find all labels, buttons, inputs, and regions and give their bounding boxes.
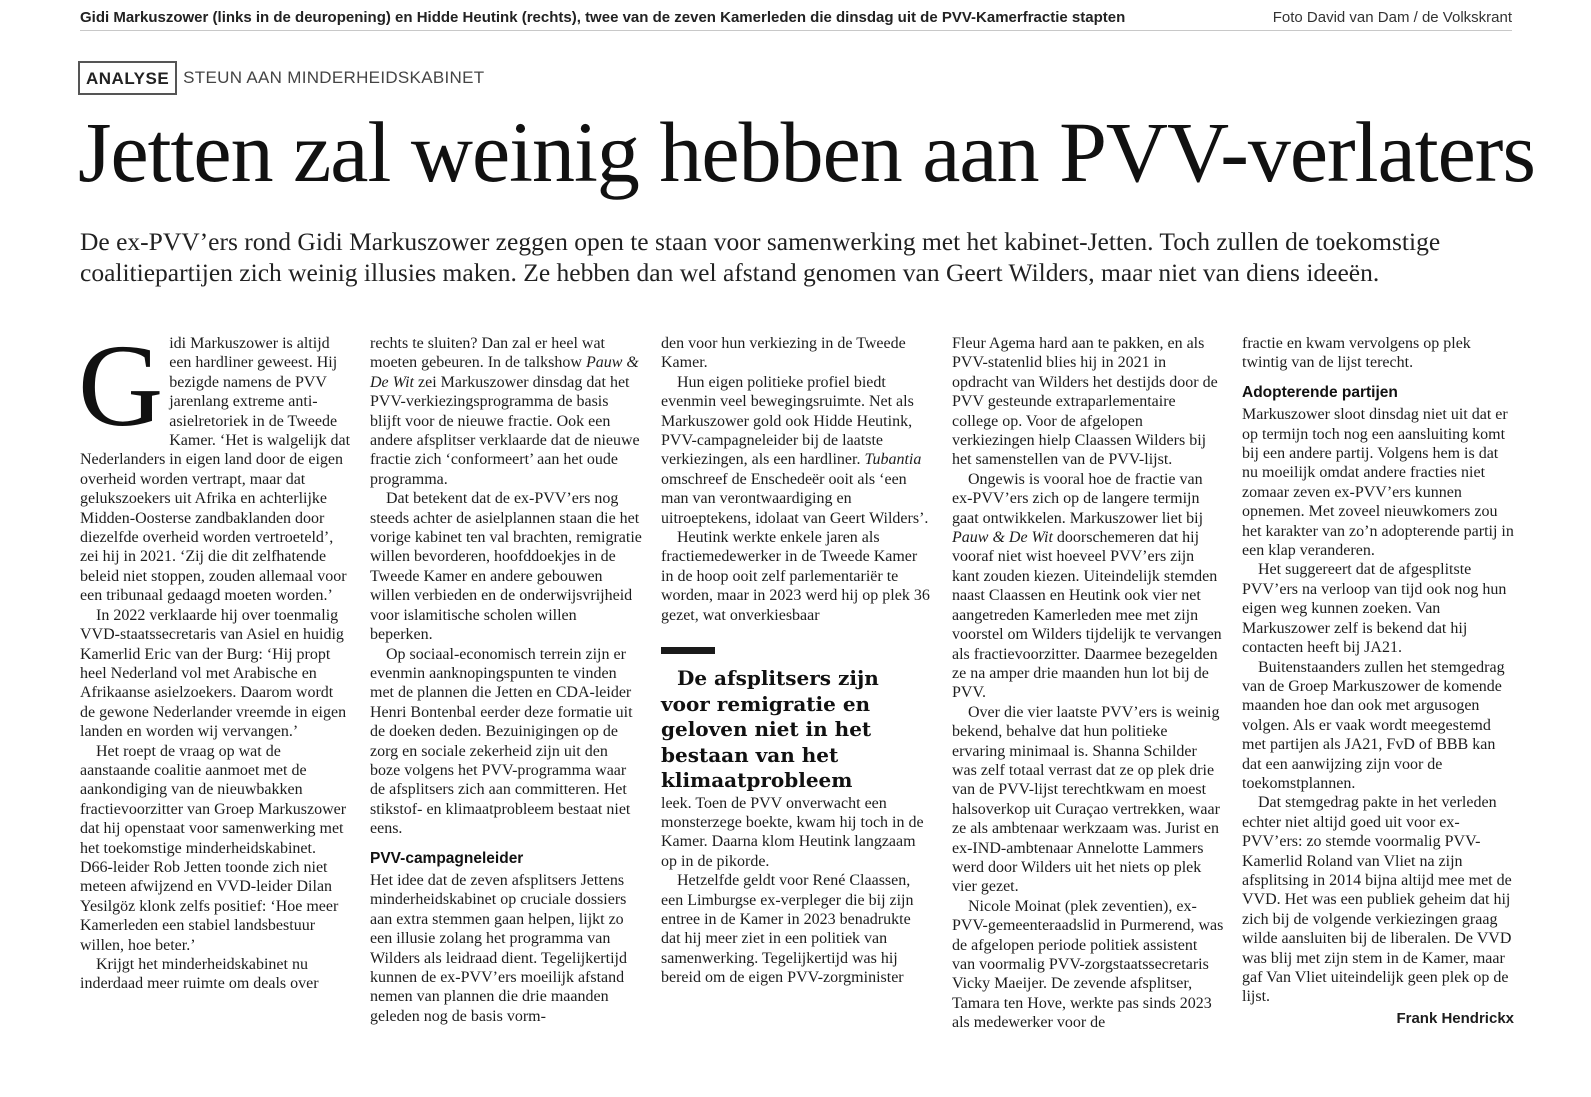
- paragraph: Het suggereert dat de afgesplitste PVV’ers na verloop van tijd ook nog hun eigen weg kunnen zoeken. Van Markuszower zelf is bekend dat hij contacten heeft bij JA21.: [1242, 561, 1507, 657]
- pullquote-rule: [661, 647, 715, 654]
- paragraph: leek. Toen de PVV onverwacht een monsterzege boekte, kwam hij toch in de Kamer. Daarna klom Heutink langzaam op in de pikorde.: [661, 794, 924, 870]
- paragraph: Het roept de vraag op wat de aanstaande coalitie aanmoet met de aankondiging van de nieuwbakken fractievoorzitter van Groep Markuszower dat hij openstaat voor samenwerking met het toekomstige minderheidskabinet. D66-leider Rob Jetten toonde zich niet meteen afwijzend en VVD-leider Dilan Yesilgöz klonk zelfs positief: ‘Hoe meer Kamerleden een stabiel landsbestuur willen, hoe beter.’: [80, 742, 347, 954]
- text-run: doorschemeren dat hij vooraf niet wist hoeveel PVV’ers zijn kant zouden kiezen. Uiteindelijk stemden naast Claassen en Heutink ook vier net aangetreden Kamerleden mee met zijn voorstel om Wilders tijdelijk te vervangen als fractievoorzitter. Daarmee bezegelden ze na amper drie maanden hun lot bij de PVV.: [952, 529, 1222, 702]
- paragraph: den voor hun verkiezing in de Tweede Kamer.: [661, 335, 906, 372]
- article-headline: Jetten zal weinig hebben aan PVV-verlaters: [78, 104, 1535, 200]
- paragraph: Dat betekent dat de ex-PVV’ers nog steeds achter de asielplannen staan die het vorige kabinet ten val brachten, remigratie willen bevorderen, hoofddoekjes in de Tweede Kamer en andere gebouwen willen verbieden en de onderwijsvrijheid voor islamitische scholen willen beperken.: [370, 490, 642, 644]
- paragraph: [952, 470, 1224, 703]
- text-run: zei Markuszower dinsdag dat het PVV-verkiezingsprogramma de basis blijft voor de nieuwe fractie. Ook een andere afsplitser verklaarde dat de nieuwe fractie zich ‘conformeert’ aan het oude programma.: [370, 373, 640, 488]
- article-column-4: [952, 334, 1224, 1033]
- newspaper-title: Tubantia: [864, 451, 922, 469]
- paragraph: Hetzelfde geldt voor René Claassen, een Limburgse ex-verpleger die bij zijn entree in de Kamer in 2023 benadrukte dat hij meer ziet in een politiek van samenwerking. Tegelijkertijd was hij bereid om de eigen PVV-zorgminister: [661, 872, 914, 987]
- paragraph: Markuszower sloot dinsdag niet uit dat er op termijn toch nog een aansluiting komt bij een andere partij. Volgens hem is dat nu moeilijk omdat andere fracties niet zomaar zeven ex-PVV’ers kunnen opnemen. Met zoveel nieuwkomers zou het karakter van zo’n adopterende partij in een klap veranderen.: [1242, 406, 1514, 560]
- paragraph: Over die vier laatste PVV’ers is weinig bekend, behalve dat hun politieke ervaring minimaal is. Shanna Schilder was zelf totaal verrast dat ze op plek drie van de PVV-lijst terechtkwam en moest halsoverkop uit Curaçao vertrekken, waar ze als ambtenaar werkzaam was. Jurist en ex-IND-ambtenaar Annelotte Lammers werd door Wilders uit het niets op plek vier gezet.: [952, 703, 1220, 896]
- paragraph: Dat stemgedrag pakte in het verleden echter niet altijd goed uit voor ex-PVV’ers: zo stemde voormalig PVV-Kamerlid Roland van Vliet na zijn afsplitsing in 2014 bijna altijd mee met de VVD. Het was een publiek geheim dat hij zich bij de volgende verkiezingen graag wilde aansluiten bij de liberalen. De VVD was blij met zijn stem in de Kamer, maar gaf Van Vliet uiteindelijk geen plek op de lijst.: [1242, 794, 1512, 1006]
- paragraph: fractie en kwam vervolgens op plek twintig van de lijst terecht.: [1242, 335, 1471, 372]
- show-title: Pauw & De Wit: [952, 529, 1053, 547]
- text-run: Ongewis is vooral hoe de fractie van ex-PVV’ers zich op de langere termijn gaat ontwikkelen. Markuszower liet bij: [952, 470, 1204, 527]
- photo-credit: Foto David van Dam / de Volkskrant: [1272, 8, 1512, 26]
- paragraph: Fleur Agema hard aan te pakken, en als PVV-statenlid blies hij in 2021 in opdracht van Wilders het destijds door de PVV gesteunde extraparlementaire college op. Voor de afgelopen verkiezingen hielp Claassen Wilders bij het samenstellen van de PVV-lijst.: [952, 335, 1218, 469]
- paragraph: idi Markuszower is altijd een hardliner geweest. Hij bezigde namens de PVV jarenlang extreme anti-asielretoriek in de Tweede Kamer. ‘Het is walgelijk dat Nederlanders in eigen land door de eigen overheid worden vertrapt, maar dat gelukszoekers uit Afrika en achterlijke Midden-Oosterse zandbaklanden door diezelfde overheid worden vertroeteld’, zei hij in 2021. ‘Zij die dit zelfhatende beleid niet stoppen, zouden allemaal voor een tribunaal gedaagd moeten worden.’: [80, 335, 351, 605]
- paragraph: [661, 373, 933, 528]
- topic-label: STEUN AAN MINDERHEIDSKABINET: [183, 68, 485, 87]
- article-intro: De ex-PVV’ers rond Gidi Markuszower zeggen open te staan voor samenwerking met het kabinet-Jetten. Toch zullen de toekomstige coalitiepartijen zich weinig illusies maken. Ze hebben dan wel afstand genomen van Geert Wilders, maar niet van diens ideeën.: [80, 227, 1441, 287]
- text-run: omschreef de Enschedeër ooit als ‘een man van verontwaardiging en uitroeptekens, idolaat van Geert Wilders’.: [661, 470, 929, 527]
- photo-caption: Gidi Markuszower (links in de deuropening) en Hidde Heutink (rechts), twee van de zeven Kamerleden die dinsdag uit de PVV-Kamerfractie stapten: [80, 8, 1126, 26]
- byline: Frank Hendrickx: [1396, 1009, 1514, 1027]
- subheading: PVV-campagneleider: [370, 849, 524, 867]
- drop-cap: G: [78, 320, 164, 451]
- text-run: Hun eigen politieke profiel biedt evenmin veel bewegingsruimte. Net als Markuszower gold ook Hidde Heutink, PVV-campagneleider bij de laatste verkiezingen, als een hardliner.: [661, 373, 914, 469]
- paragraph: Nicole Moinat (plek zeventien), ex-PVV-gemeenteraadslid in Purmerend, was de afgelopen periode politiek assistent van voormalig PVV-zorgstaatssecretaris Vicky Maeijer. De zevende afsplitser, Tamara ten Hove, werkte pas sinds 2023 als medewerker voor de: [952, 897, 1224, 1032]
- paragraph: Op sociaal-economisch terrein zijn er evenmin aanknopingspunten te vinden met de plannen die Jetten en CDA-leider Henri Bontenbal eerder deze formatie uit de doeken deden. Bezuinigingen op de zorg en sociale zekerheid zijn uit den boze volgens het PVV-programma waar de afsplitsers zich aan committeren. Het stikstof- en klimaatprobleem bestaat niet eens.: [370, 645, 633, 838]
- article-column-3: [661, 334, 933, 988]
- paragraph: In 2022 verklaarde hij over toenmalig VVD-staatssecretaris van Asiel en huidig Kamerlid Eric van der Burg: ‘Hij propt heel Nederland vol met Arabische en Afrikaanse asielzoekers. Daarom wordt de gewone Nederlander vreemde in eigen landen en worden wij vervangen.’: [80, 606, 347, 741]
- kicker: [78, 58, 484, 98]
- text-run: rechts te sluiten? Dan zal er heel wat moeten gebeuren. In de talkshow: [370, 335, 605, 372]
- pullquote-block: [661, 647, 933, 794]
- subheading: Adopterende partijen: [1242, 383, 1398, 401]
- article-column-5: [1242, 334, 1514, 1028]
- paragraph: Krijgt het minderheidskabinet nu inderdaad meer ruimte om deals over: [80, 956, 319, 993]
- show-title: Pauw & De Wit: [370, 354, 639, 391]
- pullquote: De afsplitsers zijn voor remigratie en geloven niet in het bestaan van het klimaatprobleem: [661, 666, 879, 793]
- paragraph: Heutink werkte enkele jaren als fractiemedewerker in de Tweede Kamer in de hoop ooit zelf parlementariër te worden, maar in 2023 werd hij op plek 36 gezet, wat onverkiesbaar: [661, 529, 930, 624]
- article-column-1: [78, 320, 352, 994]
- section-label: ANALYSE: [78, 61, 177, 95]
- paragraph: Het idee dat de zeven afsplitsers Jettens minderheidskabinet op cruciale dossiers aan extra stemmen gaan helpen, lijkt zo een illusie zolang het programma van Wilders als leidraad dient. Tegelijkertijd kunnen de ex-PVV’ers moeilijk afstand nemen van plannen die drie maanden geleden nog de basis vorm-: [370, 871, 627, 1025]
- paragraph: [370, 334, 642, 489]
- photo-caption-bar: [80, 4, 1512, 31]
- paragraph: Buitenstaanders zullen het stemgedrag van de Groep Markuszower de komende maanden hoe dan ook met argusogen volgen. Als er vaak wordt meegestemd met partijen als JA21, FvD of BBB kan dat een aanwijzing zijn voor de toekomstplannen.: [1242, 658, 1505, 792]
- article-column-2: [370, 334, 642, 1026]
